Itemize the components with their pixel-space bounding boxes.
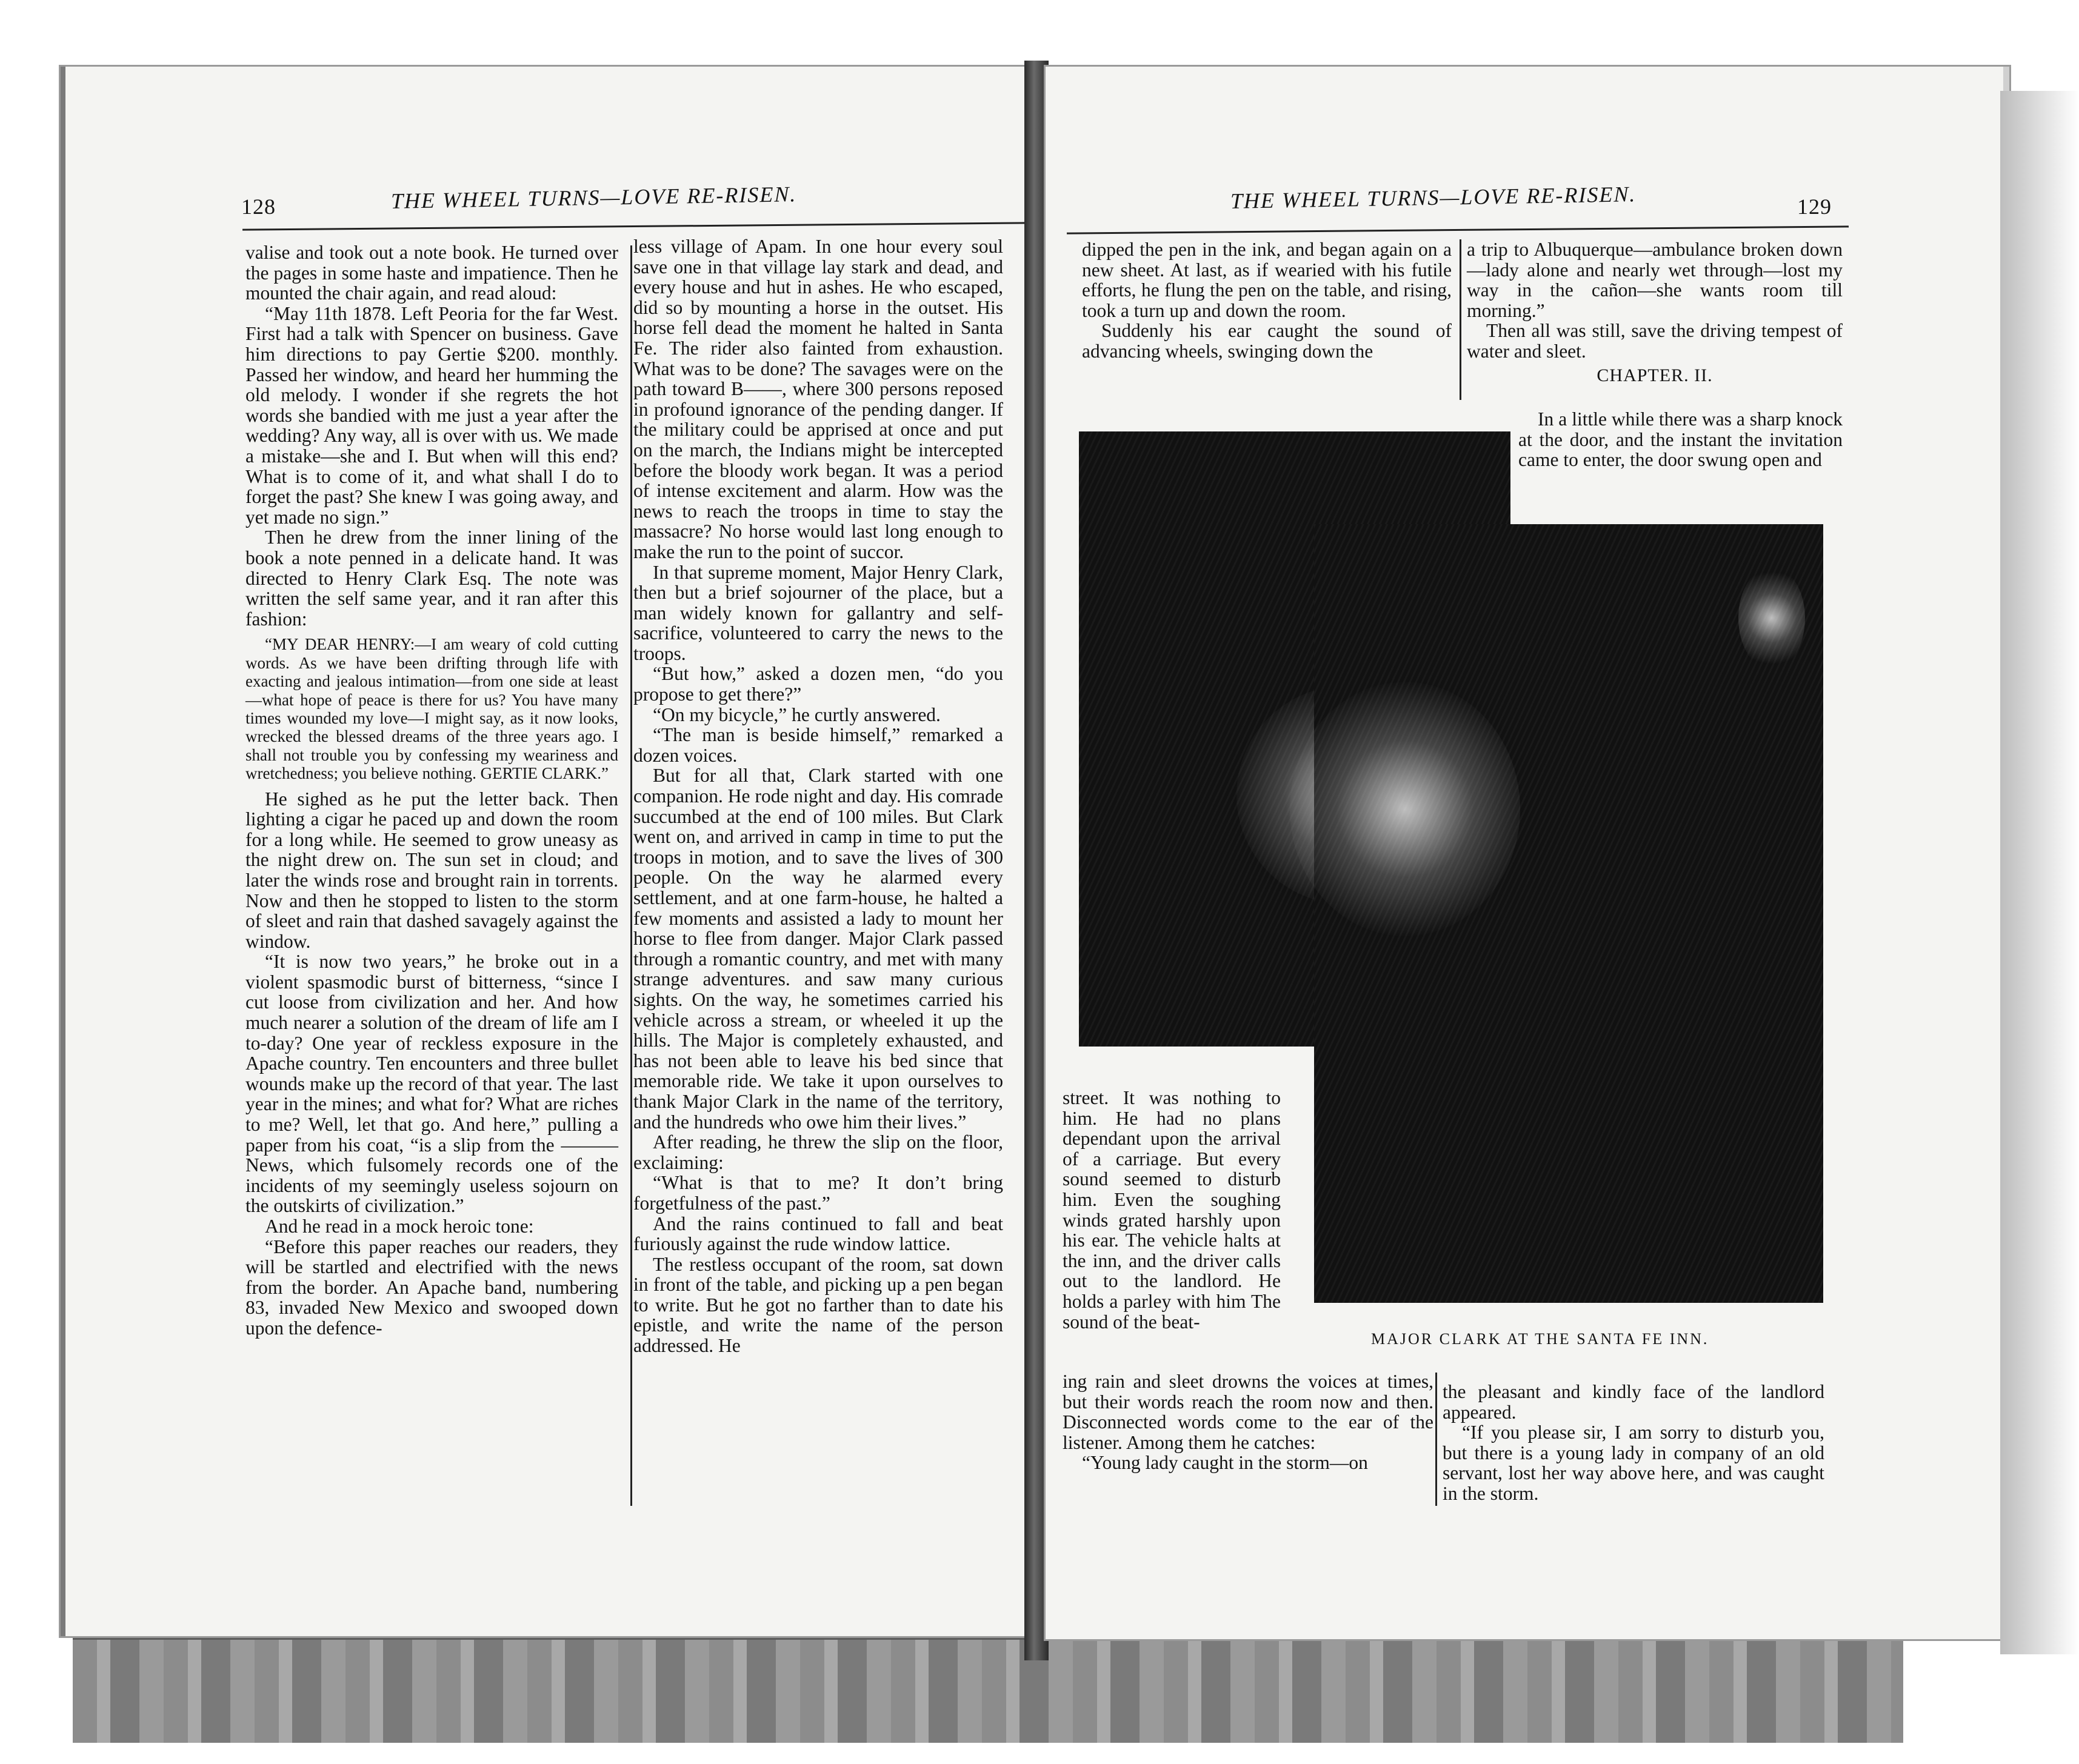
left-column-divider [630, 245, 632, 1506]
paragraph: street. It was nothing to him. He had no plans dependant upon the arrival of a carriage. But every sound seemed to disturb him. Even the soughing winds grated harshly upon his ear. The vehicle halts at the inn, and the driver calls out to the landlord. He holds a parley with him The sound of the beat- [1063, 1087, 1281, 1333]
paragraph: And the rains continued to fall and beat furiously against the rude window lattice. [633, 1213, 1003, 1255]
paragraph: “Young lady caught in the storm—on [1082, 1452, 1368, 1474]
chapter-heading: CHAPTER. II. [1597, 365, 1713, 385]
illustration-lower [1314, 524, 1823, 1303]
left-page-number: 128 [241, 195, 276, 219]
paragraph: After reading, he threw the slip on the floor, exclaiming: [633, 1131, 1003, 1173]
paragraph: He sighed as he put the letter back. Then lighting a cigar he paced up and down the room for a long while. He seemed to grow uneasy as the night drew on. The sun set in cloud; and later the winds rose and brought rain in torrents. Now and then he stopped to listen to the storm of sleet and rain that dashed savagely against the window. [245, 788, 618, 952]
right-column-1-top [1082, 239, 1452, 362]
right-column-divider-top [1460, 239, 1461, 400]
right-column-1-bottom [1063, 1371, 1433, 1473]
paragraph: “It is now two years,” he broke out in a violent spasmodic burst of bitterness, “since I cut loose from civilization and her. And how much nearer a solution of the dream of life am I to-day? One year of reckless exposure in the Apache country. Ten encounters and three bullet wounds make up the record of that year. The last year in the mines; and what for? What are riches to me? Well, let that go. And here,” pulling a paper from his coat, “is a slip from the ——— News, which fulsomely records one of the incidents of my seemingly useless sojourn on the outskirts of civilization.” [245, 951, 618, 1217]
right-page-number: 129 [1797, 195, 1832, 219]
paragraph: Suddenly his ear caught the sound of advancing wheels, swinging down the [1082, 320, 1452, 362]
scan-edge-shadow [2000, 91, 2079, 1654]
paragraph: “What is that to me? It don’t bring forgetfulness of the past.” [633, 1172, 1003, 1214]
left-column-2 [633, 236, 1003, 1356]
paragraph: dipped the pen in the ink, and began again on a new sheet. At last, as if wearied with his futile efforts, he flung the pen on the table, and rising, took a turn up and down the room. [1082, 239, 1452, 321]
paragraph: ing rain and sleet drowns the voices at times, but their words reach the room now and then. Disconnected words come to the ear of the listener. Among them he catches: [1063, 1371, 1433, 1453]
paragraph: “The man is beside himself,” remarked a dozen voices. [633, 724, 1003, 766]
paragraph: “On my bicycle,” he curtly answered. [653, 704, 941, 725]
right-column-2-top [1467, 239, 1843, 389]
letter-quote: “MY DEAR HENRY:—I am weary of cold cutting words. As we have been drifting through life with exacting and jealous intimation—from one side at least—what hope of peace is there for us? You have many times wounded my love—I might say, as it now looks, wrecked the blessed dreams of the three years ago. I shall not trouble you by confessing my weariness and wretchedness; you believe nothing. GERTIE CLARK.” [245, 635, 618, 783]
paragraph: And he read in a mock heroic tone: [265, 1216, 534, 1237]
paragraph: In that supreme moment, Major Henry Clark, then but a brief sojourner of the place, but a man widely known for gallantry and self-sacrifice, volunteered to carry the news to the troops. [633, 561, 1003, 664]
paragraph: “If you please sir, I am sorry to disturb you, but there is a young lady in company of an old servant, lost her way above here, and was caught in the storm. [1443, 1422, 1824, 1504]
paragraph: less village of Apam. In one hour every soul save one in that village lay stark and dead, and every house and hut in ashes. He who escaped, did so by mounting a horse in the outset. His horse fell dead the moment he halted in Santa Fe. The rider also fainted from exhaustion. What was to be done? The savages were on the path toward B——, where 300 persons reposed in profound ignorance of the pending danger. If the military could be apprised at once and put on the march, the Indians might be intercepted before the bloody work began. It was a period of intense excitement and alarm. How was the news to reach the troops in time to stay the massacre? No horse would last long enough to make the run to the point of succor. [633, 236, 1003, 562]
paragraph: “Before this paper reaches our readers, they will be startled and electrified with the news from the border. An Apache band, numbering 83, invaded New Mexico and swooped down upon the defence- [245, 1236, 618, 1339]
book-page-edges [73, 1636, 1903, 1743]
paragraph: In a little while there was a sharp knock at the door, and the instant the invitation came to enter, the door swung open and [1518, 408, 1843, 471]
paragraph: the pleasant and kindly face of the landlord appeared. [1443, 1381, 1824, 1423]
paragraph: a trip to Albuquerque—ambulance broken down—lady alone and nearly wet through—lost my way in the cañon—she wants room till morning.” [1467, 239, 1843, 321]
paragraph: valise and took out a note book. He turned over the pages in some haste and impatience. Then he mounted the chair again, and read aloud: [245, 242, 618, 304]
paragraph: Then all was still, save the driving tempest of water and sleet. [1467, 320, 1843, 362]
left-column-1 [245, 242, 618, 1339]
paragraph: But for all that, Clark started with one companion. He rode night and day. His comrade succumbed at the end of 100 miles. But Clark went on, and arrived in camp in time to put the troops in motion, and to save the lives of 300 people. On the way he alarmed every settlement, and at one farm-house, he halted a few moments and assisted a lady to mount her horse to flee from danger. Major Clark passed through a romantic country, and met with many strange adventures. and saw many curious sights. On the way, he sometimes carried his vehicle across a stream, or wheeled it up the hills. The Major is completely exhausted, and has not been able to leave his bed since that memorable ride. We take it upon ourselves to thank Major Clark in the name of the territory, and the hundreds who owe him their lives.” [633, 765, 1003, 1133]
right-column-1-wrap [1063, 1088, 1281, 1332]
right-running-header: THE WHEEL TURNS—LOVE RE-RISEN. [1230, 182, 1637, 213]
chapter-opening-text [1518, 409, 1843, 470]
right-column-divider-bottom [1435, 1373, 1437, 1506]
paragraph: “But how,” asked a dozen men, “do you propose to get there?” [633, 663, 1003, 705]
paragraph: Then he drew from the inner lining of the book a note penned in a delicate hand. It was directed to Henry Clark Esq. The note was written the self same year, and it ran after this fashion: [245, 527, 618, 630]
paragraph: “May 11th 1878. Left Peoria for the far West. First had a talk with Spencer on business. Gave him directions to pay Gertie $200. monthly. Passed her window, and heard her humming the old melody. I wonder if she regrets the hot words she bandied with me just a year after the wedding? Any way, all is over with us. We made a mistake—she and I. But when will this end? What is to come of it, and what shall I do to forget the past? She knew I was going away, and yet made no sign.” [245, 302, 618, 528]
right-column-2-bottom [1443, 1382, 1824, 1504]
paragraph: The restless occupant of the room, sat down in front of the table, and picking up a pen began to write. But he got no farther than to date his epistle, and write the name of the person addressed. He [633, 1253, 1003, 1357]
illustration-caption: MAJOR CLARK AT THE SANTA FE INN. [1371, 1330, 1709, 1348]
book-gutter [1024, 61, 1049, 1660]
left-running-header: THE WHEEL TURNS—LOVE RE-RISEN. [391, 182, 797, 213]
